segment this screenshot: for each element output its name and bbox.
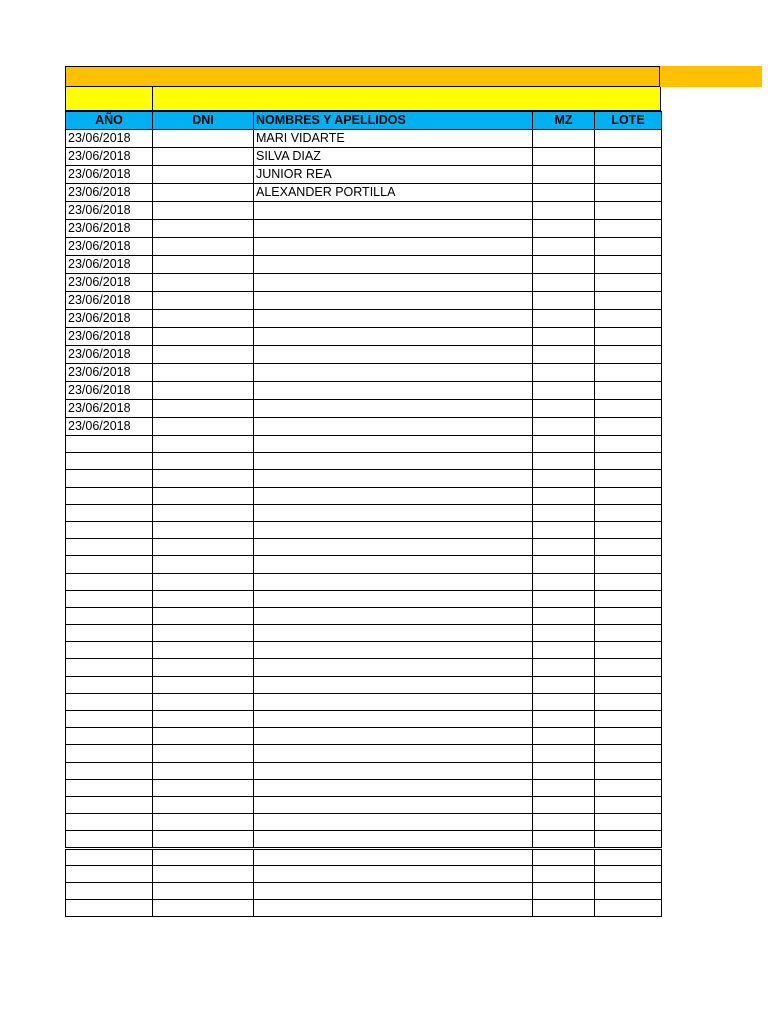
cell-dni[interactable]: [153, 487, 254, 504]
cell-mz[interactable]: [533, 590, 595, 607]
cell-mz[interactable]: [533, 882, 595, 899]
table-row: [66, 711, 662, 728]
cell-dni[interactable]: [153, 556, 254, 573]
cell-year[interactable]: [66, 625, 153, 642]
title-banner-cell[interactable]: [65, 66, 660, 87]
cell-year[interactable]: [66, 779, 153, 796]
cell-mz[interactable]: [533, 762, 595, 779]
table-row: [66, 292, 662, 310]
cell-lote[interactable]: [595, 521, 662, 538]
table-body: [66, 130, 662, 917]
cell-lote[interactable]: [595, 590, 662, 607]
table-row: [66, 487, 662, 504]
cell-name[interactable]: [254, 711, 533, 728]
table-row: [66, 346, 662, 364]
subheader-row: [65, 87, 661, 111]
cell-lote[interactable]: [595, 220, 662, 238]
cell-mz[interactable]: [533, 418, 595, 436]
table-row: [66, 745, 662, 762]
cell-dni[interactable]: [153, 364, 254, 382]
cell-dni[interactable]: [153, 256, 254, 274]
cell-year[interactable]: 23/06/2018: [66, 310, 153, 328]
cell-mz[interactable]: [533, 328, 595, 346]
cell-year[interactable]: [66, 848, 153, 865]
cell-lote[interactable]: [595, 796, 662, 813]
cell-mz[interactable]: [533, 556, 595, 573]
cell-lote[interactable]: [595, 166, 662, 184]
cell-year[interactable]: [66, 590, 153, 607]
cell-year[interactable]: [66, 539, 153, 556]
cell-year[interactable]: [66, 762, 153, 779]
cell-year[interactable]: [66, 607, 153, 624]
cell-lote[interactable]: [595, 382, 662, 400]
cell-year[interactable]: [66, 728, 153, 745]
cell-dni[interactable]: [153, 693, 254, 710]
table-row: [66, 521, 662, 538]
cell-dni[interactable]: [153, 848, 254, 865]
cell-name[interactable]: [254, 882, 533, 899]
cell-lote[interactable]: [595, 607, 662, 624]
cell-lote[interactable]: [595, 364, 662, 382]
cell-name[interactable]: SILVA DIAZ: [254, 148, 533, 166]
cell-mz[interactable]: [533, 745, 595, 762]
table-row: [66, 220, 662, 238]
cell-dni[interactable]: [153, 453, 254, 470]
cell-dni[interactable]: [153, 238, 254, 256]
cell-year[interactable]: 23/06/2018: [66, 184, 153, 202]
cell-name[interactable]: [254, 539, 533, 556]
table-row: [66, 607, 662, 624]
cell-dni[interactable]: [153, 625, 254, 642]
cell-mz[interactable]: [533, 796, 595, 813]
cell-lote[interactable]: [595, 745, 662, 762]
cell-dni[interactable]: [153, 796, 254, 813]
table-row: [66, 556, 662, 573]
cell-year[interactable]: 23/06/2018: [66, 256, 153, 274]
cell-lote[interactable]: [595, 328, 662, 346]
cell-year[interactable]: 23/06/2018: [66, 220, 153, 238]
cell-dni[interactable]: [153, 130, 254, 148]
cell-dni[interactable]: [153, 436, 254, 453]
cell-dni[interactable]: [153, 202, 254, 220]
subheader-cell-year[interactable]: [65, 87, 153, 111]
cell-name[interactable]: [254, 693, 533, 710]
cell-year[interactable]: [66, 900, 153, 917]
cell-name[interactable]: [254, 346, 533, 364]
header-name[interactable]: NOMBRES Y APELLIDOS: [254, 112, 533, 130]
header-dni[interactable]: DNI: [153, 112, 254, 130]
cell-mz[interactable]: [533, 202, 595, 220]
cell-dni[interactable]: [153, 865, 254, 882]
cell-lote[interactable]: [595, 831, 662, 848]
cell-lote[interactable]: [595, 642, 662, 659]
cell-name[interactable]: [254, 796, 533, 813]
cell-name[interactable]: [254, 900, 533, 917]
cell-year[interactable]: [66, 745, 153, 762]
cell-year[interactable]: [66, 711, 153, 728]
table-row: [66, 762, 662, 779]
cell-lote[interactable]: [595, 274, 662, 292]
cell-name[interactable]: JUNIOR REA: [254, 166, 533, 184]
cell-year[interactable]: [66, 470, 153, 487]
cell-lote[interactable]: [595, 418, 662, 436]
cell-lote[interactable]: [595, 470, 662, 487]
cell-year[interactable]: [66, 796, 153, 813]
cell-name[interactable]: [254, 814, 533, 831]
cell-name[interactable]: [254, 202, 533, 220]
cell-year[interactable]: 23/06/2018: [66, 202, 153, 220]
table-row: [66, 364, 662, 382]
cell-dni[interactable]: [153, 521, 254, 538]
cell-mz[interactable]: [533, 814, 595, 831]
cell-year[interactable]: 23/06/2018: [66, 292, 153, 310]
table-row: [66, 625, 662, 642]
registry-table: [65, 111, 662, 917]
table-row: [66, 256, 662, 274]
table-row: [66, 328, 662, 346]
cell-name[interactable]: [254, 292, 533, 310]
cell-year[interactable]: 23/06/2018: [66, 328, 153, 346]
cell-year[interactable]: [66, 659, 153, 676]
cell-mz[interactable]: [533, 436, 595, 453]
cell-dni[interactable]: [153, 382, 254, 400]
table-row: [66, 900, 662, 917]
cell-name[interactable]: [254, 364, 533, 382]
cell-year[interactable]: 23/06/2018: [66, 418, 153, 436]
cell-year[interactable]: [66, 865, 153, 882]
cell-year[interactable]: [66, 556, 153, 573]
cell-dni[interactable]: [153, 573, 254, 590]
cell-dni[interactable]: [153, 504, 254, 521]
cell-name[interactable]: [254, 470, 533, 487]
cell-mz[interactable]: [533, 238, 595, 256]
cell-dni[interactable]: [153, 310, 254, 328]
cell-lote[interactable]: [595, 238, 662, 256]
cell-mz[interactable]: [533, 779, 595, 796]
table-row: [66, 436, 662, 453]
cell-year[interactable]: [66, 504, 153, 521]
cell-mz[interactable]: [533, 865, 595, 882]
table-row: [66, 184, 662, 202]
cell-lote[interactable]: [595, 256, 662, 274]
table-row: [66, 676, 662, 693]
cell-lote[interactable]: [595, 711, 662, 728]
cell-year[interactable]: [66, 436, 153, 453]
cell-lote[interactable]: [595, 487, 662, 504]
cell-dni[interactable]: [153, 418, 254, 436]
cell-dni[interactable]: [153, 607, 254, 624]
cell-name[interactable]: [254, 328, 533, 346]
cell-name[interactable]: [254, 779, 533, 796]
cell-name[interactable]: MARI VIDARTE: [254, 130, 533, 148]
cell-dni[interactable]: [153, 184, 254, 202]
cell-lote[interactable]: [595, 539, 662, 556]
cell-mz[interactable]: [533, 364, 595, 382]
cell-dni[interactable]: [153, 328, 254, 346]
cell-dni[interactable]: [153, 676, 254, 693]
table-row: [66, 238, 662, 256]
cell-name[interactable]: [254, 607, 533, 624]
cell-dni[interactable]: [153, 400, 254, 418]
cell-mz[interactable]: [533, 256, 595, 274]
cell-mz[interactable]: [533, 220, 595, 238]
cell-lote[interactable]: [595, 436, 662, 453]
cell-lote[interactable]: [595, 814, 662, 831]
cell-name[interactable]: [254, 556, 533, 573]
cell-year[interactable]: 23/06/2018: [66, 364, 153, 382]
cell-mz[interactable]: [533, 607, 595, 624]
cell-lote[interactable]: [595, 865, 662, 882]
cell-name[interactable]: [254, 382, 533, 400]
cell-name[interactable]: ALEXANDER PORTILLA: [254, 184, 533, 202]
cell-name[interactable]: [254, 487, 533, 504]
cell-lote[interactable]: [595, 130, 662, 148]
cell-dni[interactable]: [153, 220, 254, 238]
table-row: [66, 882, 662, 899]
cell-mz[interactable]: [533, 346, 595, 364]
cell-lote[interactable]: [595, 504, 662, 521]
table-row: [66, 539, 662, 556]
table-row: [66, 796, 662, 813]
cell-mz[interactable]: [533, 130, 595, 148]
cell-mz[interactable]: [533, 453, 595, 470]
cell-lote[interactable]: [595, 310, 662, 328]
cell-lote[interactable]: [595, 202, 662, 220]
cell-year[interactable]: [66, 882, 153, 899]
cell-mz[interactable]: [533, 711, 595, 728]
cell-mz[interactable]: [533, 184, 595, 202]
cell-mz[interactable]: [533, 625, 595, 642]
cell-name[interactable]: [254, 238, 533, 256]
cell-lote[interactable]: [595, 556, 662, 573]
header-row: [66, 112, 662, 130]
cell-year[interactable]: 23/06/2018: [66, 130, 153, 148]
cell-dni[interactable]: [153, 346, 254, 364]
cell-dni[interactable]: [153, 166, 254, 184]
cell-mz[interactable]: [533, 310, 595, 328]
cell-year[interactable]: [66, 521, 153, 538]
cell-mz[interactable]: [533, 166, 595, 184]
cell-lote[interactable]: [595, 573, 662, 590]
cell-dni[interactable]: [153, 711, 254, 728]
table-row: [66, 400, 662, 418]
cell-mz[interactable]: [533, 573, 595, 590]
cell-name[interactable]: [254, 625, 533, 642]
cell-mz[interactable]: [533, 400, 595, 418]
cell-lote[interactable]: [595, 453, 662, 470]
table-row: [66, 865, 662, 882]
cell-year[interactable]: 23/06/2018: [66, 166, 153, 184]
table-row: [66, 453, 662, 470]
cell-mz[interactable]: [533, 676, 595, 693]
cell-name[interactable]: [254, 521, 533, 538]
cell-mz[interactable]: [533, 470, 595, 487]
table-row: [66, 382, 662, 400]
cell-mz[interactable]: [533, 848, 595, 865]
cell-dni[interactable]: [153, 274, 254, 292]
cell-mz[interactable]: [533, 274, 595, 292]
cell-name[interactable]: [254, 642, 533, 659]
table-row: [66, 148, 662, 166]
cell-dni[interactable]: [153, 882, 254, 899]
cell-name[interactable]: [254, 573, 533, 590]
table-row: [66, 590, 662, 607]
cell-name[interactable]: [254, 220, 533, 238]
table-row: [66, 814, 662, 831]
cell-year[interactable]: 23/06/2018: [66, 148, 153, 166]
cell-mz[interactable]: [533, 539, 595, 556]
cell-mz[interactable]: [533, 382, 595, 400]
cell-lote[interactable]: [595, 148, 662, 166]
cell-lote[interactable]: [595, 693, 662, 710]
cell-lote[interactable]: [595, 848, 662, 865]
cell-year[interactable]: [66, 487, 153, 504]
table-row: [66, 659, 662, 676]
cell-mz[interactable]: [533, 487, 595, 504]
cell-year[interactable]: 23/06/2018: [66, 400, 153, 418]
cell-lote[interactable]: [595, 659, 662, 676]
cell-name[interactable]: [254, 310, 533, 328]
cell-name[interactable]: [254, 418, 533, 436]
cell-mz[interactable]: [533, 148, 595, 166]
cell-name[interactable]: [254, 745, 533, 762]
cell-mz[interactable]: [533, 292, 595, 310]
cell-name[interactable]: [254, 400, 533, 418]
table-row: [66, 202, 662, 220]
table-row: [66, 728, 662, 745]
table-row: [66, 848, 662, 865]
table-row: [66, 470, 662, 487]
cell-dni[interactable]: [153, 642, 254, 659]
table-row: [66, 642, 662, 659]
cell-mz[interactable]: [533, 521, 595, 538]
cell-name[interactable]: [254, 590, 533, 607]
table-row: [66, 130, 662, 148]
cell-dni[interactable]: [153, 728, 254, 745]
cell-mz[interactable]: [533, 693, 595, 710]
cell-year[interactable]: [66, 693, 153, 710]
cell-lote[interactable]: [595, 400, 662, 418]
header-mz[interactable]: MZ: [533, 112, 595, 130]
cell-year[interactable]: [66, 642, 153, 659]
cell-dni[interactable]: [153, 590, 254, 607]
cell-name[interactable]: [254, 453, 533, 470]
cell-dni[interactable]: [153, 539, 254, 556]
header-lote[interactable]: LOTE: [595, 112, 662, 130]
cell-dni[interactable]: [153, 292, 254, 310]
cell-mz[interactable]: [533, 831, 595, 848]
cell-name[interactable]: [254, 659, 533, 676]
cell-name[interactable]: [254, 676, 533, 693]
table-row: [66, 418, 662, 436]
cell-dni[interactable]: [153, 900, 254, 917]
cell-lote[interactable]: [595, 762, 662, 779]
table-row: [66, 693, 662, 710]
cell-dni[interactable]: [153, 762, 254, 779]
cell-name[interactable]: [254, 504, 533, 521]
cell-dni[interactable]: [153, 779, 254, 796]
cell-mz[interactable]: [533, 642, 595, 659]
cell-lote[interactable]: [595, 625, 662, 642]
table-row: [66, 779, 662, 796]
cell-year[interactable]: [66, 814, 153, 831]
cell-dni[interactable]: [153, 470, 254, 487]
cell-name[interactable]: [254, 256, 533, 274]
subheader-cell-merged[interactable]: [152, 87, 661, 111]
cell-dni[interactable]: [153, 659, 254, 676]
cell-dni[interactable]: [153, 745, 254, 762]
cell-mz[interactable]: [533, 728, 595, 745]
cell-dni[interactable]: [153, 831, 254, 848]
cell-name[interactable]: [254, 865, 533, 882]
cell-lote[interactable]: [595, 882, 662, 899]
cell-name[interactable]: [254, 762, 533, 779]
table-row: [66, 310, 662, 328]
cell-year[interactable]: 23/06/2018: [66, 382, 153, 400]
table-row: [66, 274, 662, 292]
cell-name[interactable]: [254, 436, 533, 453]
cell-name[interactable]: [254, 848, 533, 865]
cell-name[interactable]: [254, 831, 533, 848]
cell-lote[interactable]: [595, 184, 662, 202]
cell-lote[interactable]: [595, 728, 662, 745]
cell-dni[interactable]: [153, 814, 254, 831]
cell-dni[interactable]: [153, 148, 254, 166]
cell-mz[interactable]: [533, 504, 595, 521]
title-banner: [65, 66, 762, 87]
cell-lote[interactable]: [595, 346, 662, 364]
cell-name[interactable]: [254, 728, 533, 745]
cell-mz[interactable]: [533, 900, 595, 917]
cell-name[interactable]: [254, 274, 533, 292]
table-row: [66, 831, 662, 848]
cell-lote[interactable]: [595, 900, 662, 917]
table-row: [66, 504, 662, 521]
table-row: [66, 573, 662, 590]
cell-lote[interactable]: [595, 292, 662, 310]
cell-year[interactable]: 23/06/2018: [66, 346, 153, 364]
cell-year[interactable]: [66, 831, 153, 848]
cell-year[interactable]: 23/06/2018: [66, 274, 153, 292]
cell-year[interactable]: 23/06/2018: [66, 238, 153, 256]
cell-year[interactable]: [66, 573, 153, 590]
cell-lote[interactable]: [595, 676, 662, 693]
header-year[interactable]: AÑO: [66, 112, 153, 130]
cell-lote[interactable]: [595, 779, 662, 796]
cell-year[interactable]: [66, 676, 153, 693]
cell-year[interactable]: [66, 453, 153, 470]
cell-mz[interactable]: [533, 659, 595, 676]
table-row: [66, 166, 662, 184]
